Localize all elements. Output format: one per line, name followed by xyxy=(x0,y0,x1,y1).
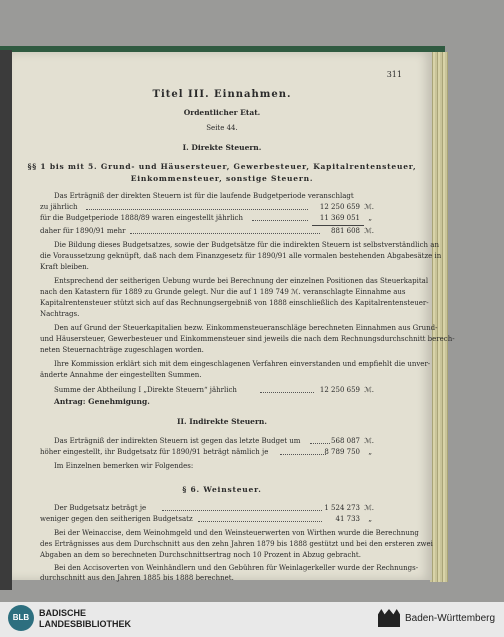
lion-crest-icon xyxy=(378,609,400,627)
paragraph-line: änderte Annahme der eingestellten Summen. xyxy=(40,371,202,379)
paragraph-heading-line1: §§ 1 bis mit 5. Grund- und Häusersteuer, Gewerbesteuer, Kapitalrentensteuer, xyxy=(27,162,417,171)
amount-value: 568 087 xyxy=(331,437,360,445)
book-cover-left xyxy=(0,50,12,590)
amount-label: zu jährlich xyxy=(40,203,78,211)
amount-label: Der Budgetsatz beträgt je xyxy=(54,504,147,512)
motion-text: Antrag: Genehmigung. xyxy=(54,397,150,406)
paragraph-line: Entsprechend der seitherigen Uebung wurde bei Berechnung der einzelnen Positionen das Steuerkapital xyxy=(54,277,429,285)
amount-unit: ℳ. xyxy=(364,203,374,211)
dot-leader xyxy=(310,443,330,444)
amount-value: 41 733 xyxy=(335,515,360,523)
library-name[interactable] xyxy=(39,608,131,630)
state-label[interactable]: Baden-Württemberg xyxy=(405,613,496,624)
amount-unit: ℳ. xyxy=(364,437,374,445)
dot-leader xyxy=(280,454,326,455)
seite-label: Seite 44. xyxy=(206,124,238,132)
paragraph-line: Ihre Kommission erklärt sich mit dem eingeschlagenen Verfahren einverstanden und empfiehlt die unver- xyxy=(54,360,431,368)
page-title: Titel III. Einnahmen. xyxy=(152,89,292,100)
page-edges xyxy=(430,52,448,582)
document-page xyxy=(12,52,455,580)
amount-value: 11 369 051 xyxy=(319,214,360,222)
dot-leader xyxy=(130,233,320,234)
amount-value: 8 789 750 xyxy=(324,448,360,456)
amount-unit: ℳ. xyxy=(364,504,374,512)
paragraph-line: Bei der Weinaccise, dem Weinohmgeld und den Weinsteuerwerten von Wirthen wurde die Berechnung xyxy=(54,529,419,537)
paragraph-line: Bei den Accisoverten von Weinhändlern und den Gebühren für Weinlagerkeller wurde der Rechnungs- xyxy=(54,564,419,572)
amount-value: 1 524 273 xyxy=(324,504,360,512)
sum-label: Summe der Abtheilung I „Direkte Steuern“ jährlich xyxy=(54,386,237,394)
amount-label: Das Erträgniß der indirekten Steuern ist gegen das letzte Budget um xyxy=(54,437,301,445)
paragraph-line: neten Steuernachträge zugeschlagen worden. xyxy=(40,346,204,354)
library-name-line1: BADISCHE xyxy=(39,608,87,618)
text-line: Das Erträgniß der direkten Steuern ist für die laufende Budgetperiode veranschlagt xyxy=(54,192,354,200)
paragraph-line: Kraft bleiben. xyxy=(40,263,89,271)
dot-leader xyxy=(162,510,322,511)
amount-unit: „ xyxy=(368,448,372,456)
library-name-line2: LANDESBIBLIOTHEK xyxy=(39,619,131,629)
page-number: 311 xyxy=(386,70,402,79)
dot-leader xyxy=(86,209,308,210)
sum-value: 12 250 659 xyxy=(319,386,360,394)
text-line: Im Einzelnen bemerken wir Folgendes: xyxy=(54,462,194,470)
paragraph-line: nach den Katastern für 1889 zu Grunde gelegt. Nur die auf 1 189 749 ℳ. veranschlagte Einnahme aus xyxy=(40,288,406,296)
amount-unit: „ xyxy=(368,515,372,523)
paragraph-line: Kapitalrentensteuer stützt sich auf das Rechnungsergebniß von 1888 einschließlich des Kapitalrentensteuer- xyxy=(40,299,429,307)
dot-leader xyxy=(198,521,322,522)
paragraph-heading-line2: Einkommensteuer, sonstige Steuern. xyxy=(130,174,314,183)
paragraph-line: Die Bildung dieses Budgetsatzes, sowie der Budgetsätze für die indirekten Steuern ist selbstverständlich an xyxy=(54,241,439,249)
amount-label: daher für 1890/91 mehr xyxy=(40,227,126,235)
amount-value: 881 608 xyxy=(331,227,360,235)
section-heading-indirect-taxes: II. Indirekte Steuern. xyxy=(177,417,267,426)
paragraph-line: des Erträgnisses aus dem Durchschnitt aus den zehn Jahren 1879 bis 1888 gestützt und bei den ersteren zwei xyxy=(40,540,433,548)
section-heading-wine-tax: § 6. Weinsteuer. xyxy=(182,485,262,494)
dot-leader xyxy=(260,392,314,393)
paragraph-line: die Voraussetzung geknüpft, daß nach dem Finanzgesetz für 1890/91 alle vormalen bestehenden Abgabesätze in xyxy=(40,252,442,260)
amount-label: höher eingestellt, ihr Budgetsatz für 1890/91 beträgt nämlich je xyxy=(40,448,269,456)
blb-logo-icon[interactable]: BLB xyxy=(8,605,34,631)
subtitle: Ordentlicher Etat. xyxy=(183,108,261,117)
amount-value: 12 250 659 xyxy=(319,203,360,211)
amount-label: für die Budgetperiode 1888/89 waren eingestellt jährlich xyxy=(40,214,243,222)
paragraph-line: Nachtrags. xyxy=(40,310,80,318)
paragraph-line: durchschnitt aus den Jahren 1885 bis 1888 berechnet. xyxy=(40,574,234,582)
paragraph-line: Abgaben an dem so berechneten Durchschnittsertrag noch 10 Prozent in Abzug gebracht. xyxy=(40,551,361,559)
dot-leader xyxy=(252,220,308,221)
amount-label: weniger gegen den seitherigen Budgetsatz xyxy=(40,515,193,523)
sum-unit: ℳ. xyxy=(364,386,374,394)
section-heading-direct-taxes: I. Direkte Steuern. xyxy=(182,143,262,152)
paragraph-line: Den auf Grund der Steuerkapitalien bezw. Einkommensteueranschläge berechneten Einnahmen aus Grund- xyxy=(54,324,438,332)
amount-unit: „ xyxy=(368,214,372,222)
amount-unit: ℳ. xyxy=(364,227,374,235)
paragraph-line: und Häusersteuer, Gewerbesteuer und Einkommensteuer sind jeweils die nach dem Rechnungsdurchschnitt berech- xyxy=(40,335,455,343)
